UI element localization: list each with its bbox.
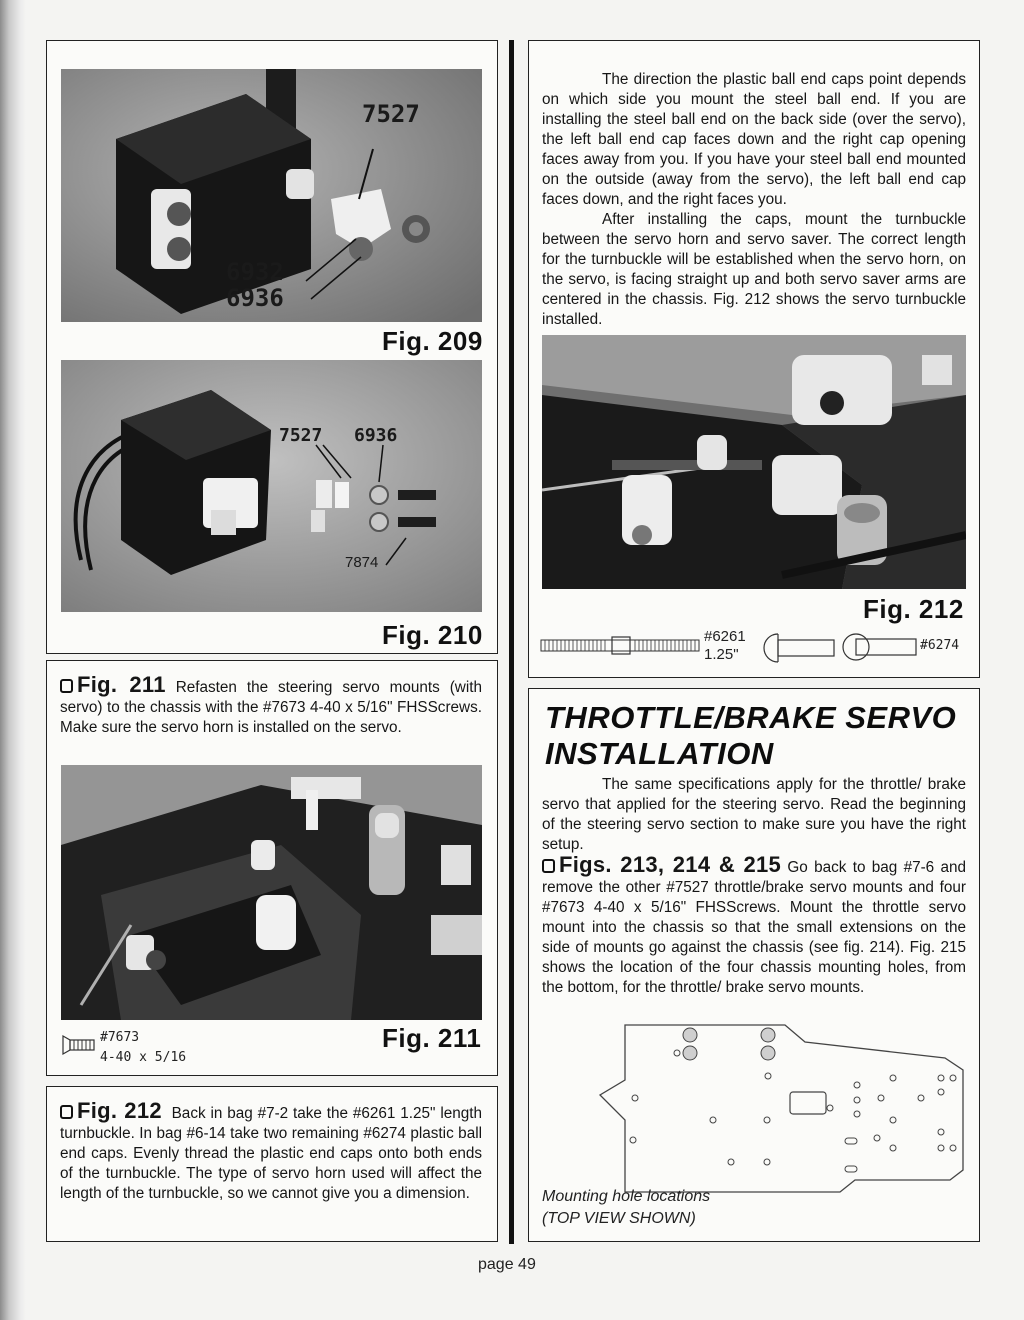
checkbox-icon[interactable] <box>60 679 73 693</box>
chassis-mounting-holes-diagram <box>595 1020 970 1195</box>
ball-end-cap-icon <box>758 632 838 664</box>
throttle-instructions <box>542 775 966 998</box>
fig-210-callout-6936: 6936 <box>354 425 398 446</box>
turnbuckle-6261-icon <box>540 634 700 656</box>
fig-210-callout-7874: 7874 <box>345 554 379 571</box>
column-divider <box>509 40 514 1244</box>
figs-213-215-label: Figs. 213, 214 & 215 <box>559 852 782 877</box>
turnbuckle-instructions <box>542 70 966 330</box>
cap-part-number: #6274 <box>920 638 960 653</box>
throttle-heading-line1: THROTTLE/BRAKE SERVO <box>545 700 957 735</box>
fig-210-label: Fig. 210 <box>382 620 483 650</box>
fig-212-label: Fig. 212 <box>863 594 964 624</box>
figs-213-215-text: Go back to bag #7-6 and remove the other #7527 throttle/brake servo mounts and four #7673 4-40 x 5/16" FHSScrews. Mount the throttle servo mount into the chassis so that the small extensions on the side of mounts go against the chassis (see fig. 214). Fig. 215 shows the location of the four chassis mounting holes, from the bottom, for the throttle/ brake servo mounts. <box>542 859 967 996</box>
fig-212-photo <box>542 335 966 589</box>
mounting-hole-caption-line2: (TOP VIEW SHOWN) <box>542 1210 696 1227</box>
fig-211-part-number: #7673 <box>100 1030 140 1045</box>
fig-211-label: Fig. 211 <box>382 1023 482 1053</box>
fig-211-photo <box>61 765 482 1020</box>
checkbox-icon[interactable] <box>60 1105 73 1119</box>
fig-209-callout-7527: 7527 <box>362 100 420 128</box>
fig-211-text: Refasten the steering servo mounts (with servo) to the chassis with the #7673 4-40 x 5/16" FHSScrews. Make sure the servo horn is installed on the servo. <box>60 679 483 736</box>
page-number: page 49 <box>478 1256 536 1273</box>
fig-211-inline-label: Fig. 211 <box>77 672 166 697</box>
page-edge-shadow <box>0 0 26 1320</box>
checkbox-icon[interactable] <box>542 859 555 873</box>
turnbuckle-length: 1.25" <box>704 646 739 663</box>
screw-7673-icon <box>62 1034 96 1056</box>
throttle-heading-line2: INSTALLATION <box>545 736 774 771</box>
mounting-hole-caption-line1: Mounting hole locations <box>542 1188 711 1205</box>
fig-209-label: Fig. 209 <box>382 326 483 356</box>
fig-210-photo <box>61 360 482 612</box>
ball-end-cap-6274-icon <box>840 632 920 662</box>
fig-212-step-text: Back in bag #7-2 take the #6261 1.25" length turnbuckle. In bag #6-14 take two remaining #6274 plastic ball end caps. Evenly thread the plastic end caps onto both ends of the turnbuckle. The type of servo horn used will affect the length of the turnbuckle, so we cannot give you a dimension. <box>60 1105 482 1202</box>
fig-212-instructions <box>60 1098 482 1204</box>
fig-209-callout-6936: 6936 <box>226 284 284 312</box>
turnbuckle-part-number: #6261 <box>704 628 746 645</box>
fig-210-callout-7527: 7527 <box>279 425 323 446</box>
fig-211-part-size: 4-40 x 5/16 <box>100 1050 187 1065</box>
turnbuckle-para-1: The direction the plastic ball end caps point depends on which side you mount the steel ball end. If you are installing the steel ball end on the back side (over the servo), the left ball end cap faces down and the right cap opening faces away from you. If you have your steel ball end mounted on the outside (away from the servo), the left ball end cap faces down, and the right faces you. <box>542 71 966 208</box>
fig-212-inline-label: Fig. 212 <box>77 1098 162 1123</box>
fig-209-callout-6932: 6932 <box>226 258 284 286</box>
throttle-intro: The same specifications apply for the throttle/ brake servo that applied for the steering servo. Read the beginning of the steering servo section to make sure you have the right setup. <box>542 776 966 853</box>
fig-211-instructions <box>60 672 483 738</box>
turnbuckle-para-2: After installing the caps, mount the turnbuckle between the servo horn and servo saver. The correct length for the turnbuckle will be established when the servo horn, on the servo, is facing straight up and both servo saver arms are centered in the chassis. Fig. 212 shows the servo turnbuckle installed. <box>542 211 966 328</box>
